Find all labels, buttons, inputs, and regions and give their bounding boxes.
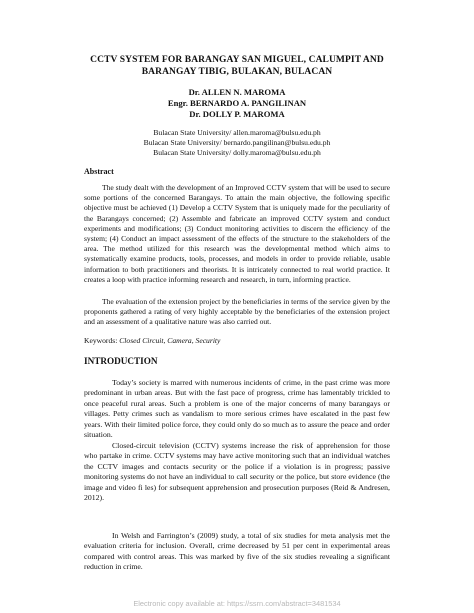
- paper-title: CCTV SYSTEM FOR BARANGAY SAN MIGUEL, CALUMPIT AND BARANGAY TIBIG, BULAKAN, BULACAN: [90, 55, 384, 77]
- abstract-paragraph: The evaluation of the extension project by the beneficiaries in terms of the service given by the proponents gathered a rating of very highly acceptable by the beneficiaries of the extension project and an assessment of a qualitative nature was also carried out.: [84, 297, 390, 327]
- affiliation-line: Bulacan State University/ allen.maroma@bulsu.edu.ph: [153, 128, 321, 137]
- abstract-paragraph: The study dealt with the development of an Improved CCTV system that will be used to secure some portions of the concerned Barangays. To attain the main objective, the following specific objective must be achieved (1) Develop a CCTV System that is uniquely made for the peculiarity of the Barangays concerned; (2) Assemble and fabricate an improved CCTV system and conduct experiments and modifications; (3) Conduct monitoring activities to discern the efficiency of the system; (4) Conduct an impact assessment of the effects of the structure to the stakeholders of the area. The method utilized for this research was the developmental method which aims to systematically examine products, tools, processes, and models in order to provide reliable, usable information to both practitioners and theorists. It is intricately connected to real world practice. It creates a loop with practice informing research and research, in turn, informing practice.: [84, 183, 390, 284]
- abstract-heading: Abstract: [84, 167, 114, 176]
- body-paragraph: Closed-circuit television (CCTV) systems increase the risk of apprehension for those who partake in crime. CCTV systems may have active monitoring such that an individual watches the CCTV images and contacts security or the police if a violation is in progress; passive monitoring systems do not have an individual to call security or the police, but store evidence (the image and video fi les) for subsequent apprehension and prosecution purposes (Reid & Andresen, 2012).: [84, 441, 390, 503]
- affiliation-line: Bulacan State University/ bernardo.pangilinan@bulsu.edu.ph: [143, 138, 331, 147]
- keywords-values: Closed Circuit, Camera, Security: [119, 336, 221, 345]
- author-name: Dr. DOLLY P. MAROMA: [189, 109, 285, 119]
- affiliation-list: [70, 128, 404, 158]
- author-name: Engr. BERNARDO A. PANGILINAN: [167, 98, 307, 108]
- section-heading-introduction: INTRODUCTION: [84, 356, 158, 366]
- ssrn-footer-link[interactable]: Electronic copy available at: https://ssrn.com/abstract=3481534: [133, 599, 341, 608]
- affiliation-line: Bulacan State University/ dolly.maroma@bulsu.edu.ph: [153, 148, 321, 157]
- author-name: Dr. ALLEN N. MAROMA: [188, 87, 286, 97]
- keywords-label: Keywords:: [84, 336, 120, 345]
- keywords-line: [84, 336, 220, 345]
- body-paragraph: Today’s society is marred with numerous incidents of crime, in the past crime was more predominant in urban areas. But with the fast pace of progress, crime has lamentably trickled to once peaceful rural areas. Such a problem is one of the major concerns of many barangays or villages. Petty crimes such as vandalism to more serious crimes have escalated in the past few years. With their limited police force, they could only do so much as to assure the peace and order situation.: [84, 378, 390, 440]
- body-paragraph: In Welsh and Farrington’s (2009) study, a total of six studies for meta analysis met the evaluation criteria for inclusion. Overall, crime decreased by 51 per cent in experimental areas compared with control areas. This was marked by five of the six studies revealing a significant reduction in crime.: [84, 531, 390, 572]
- author-list: [80, 87, 394, 120]
